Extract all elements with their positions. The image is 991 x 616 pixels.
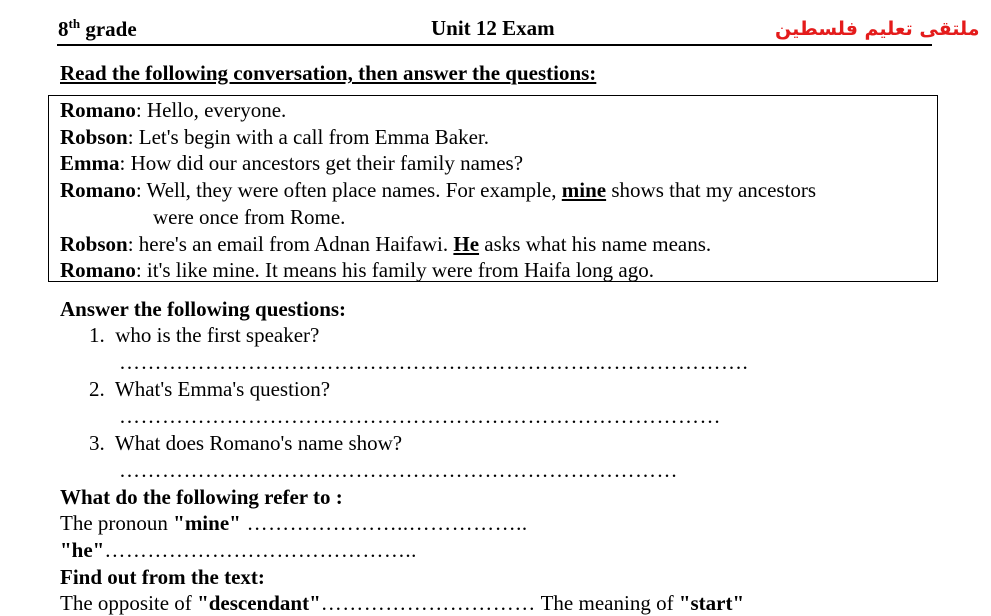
conversation-line: Romano: Hello, everyone. bbox=[60, 98, 287, 122]
question-item: 2. What's Emma's question? bbox=[89, 377, 331, 401]
highlight-mine: mine bbox=[561, 178, 607, 202]
find-item: The opposite of "descendant"………………………… The meaning of "start" bbox=[60, 591, 745, 615]
instruction-heading: Read the following conversation, then answer the questions: bbox=[60, 61, 597, 85]
answer-line[interactable]: ……………………………………………………………………………. bbox=[119, 350, 749, 374]
question-item: 3. What does Romano's name show? bbox=[89, 431, 403, 455]
answer-line[interactable]: …………………………………………………………………… bbox=[119, 458, 678, 482]
exam-title: Unit 12 Exam bbox=[431, 16, 555, 40]
conversation-line: Romano: Well, they were often place names. For example, mine shows that my ancestors bbox=[60, 178, 817, 202]
grade-label: 8th grade bbox=[58, 16, 137, 41]
conversation-line: Emma: How did our ancestors get their family names? bbox=[60, 151, 524, 175]
questions-heading: Answer the following questions: bbox=[60, 297, 347, 321]
header-rule bbox=[57, 44, 932, 46]
refer-item: "he"…………………………………….. bbox=[60, 538, 417, 562]
site-name: ملتقى تعليم فلسطين bbox=[775, 18, 980, 40]
conversation-line: Robson: here's an email from Adnan Haifawi. He asks what his name means. bbox=[60, 232, 712, 256]
find-answer-line: ………………………… bbox=[320, 591, 536, 615]
conversation-line: Robson: Let's begin with a call from Emma Baker. bbox=[60, 125, 489, 149]
answer-line[interactable]: ………………………………………………………………………… bbox=[119, 404, 721, 428]
conversation-line: Romano: it's like mine. It means his family were from Haifa long ago. bbox=[60, 258, 654, 282]
question-item: 1. who is the first speaker? bbox=[89, 323, 320, 347]
highlight-he: He bbox=[453, 232, 480, 256]
refer-answer-line: …………………..…………….. bbox=[240, 511, 528, 535]
refer-answer-line: …………………………………….. bbox=[104, 538, 417, 562]
find-heading: Find out from the text: bbox=[60, 565, 265, 589]
conversation-line-continuation: were once from Rome. bbox=[153, 205, 346, 229]
refer-heading: What do the following refer to : bbox=[60, 485, 343, 509]
refer-item: The pronoun "mine" …………………..…………….. bbox=[60, 511, 528, 535]
